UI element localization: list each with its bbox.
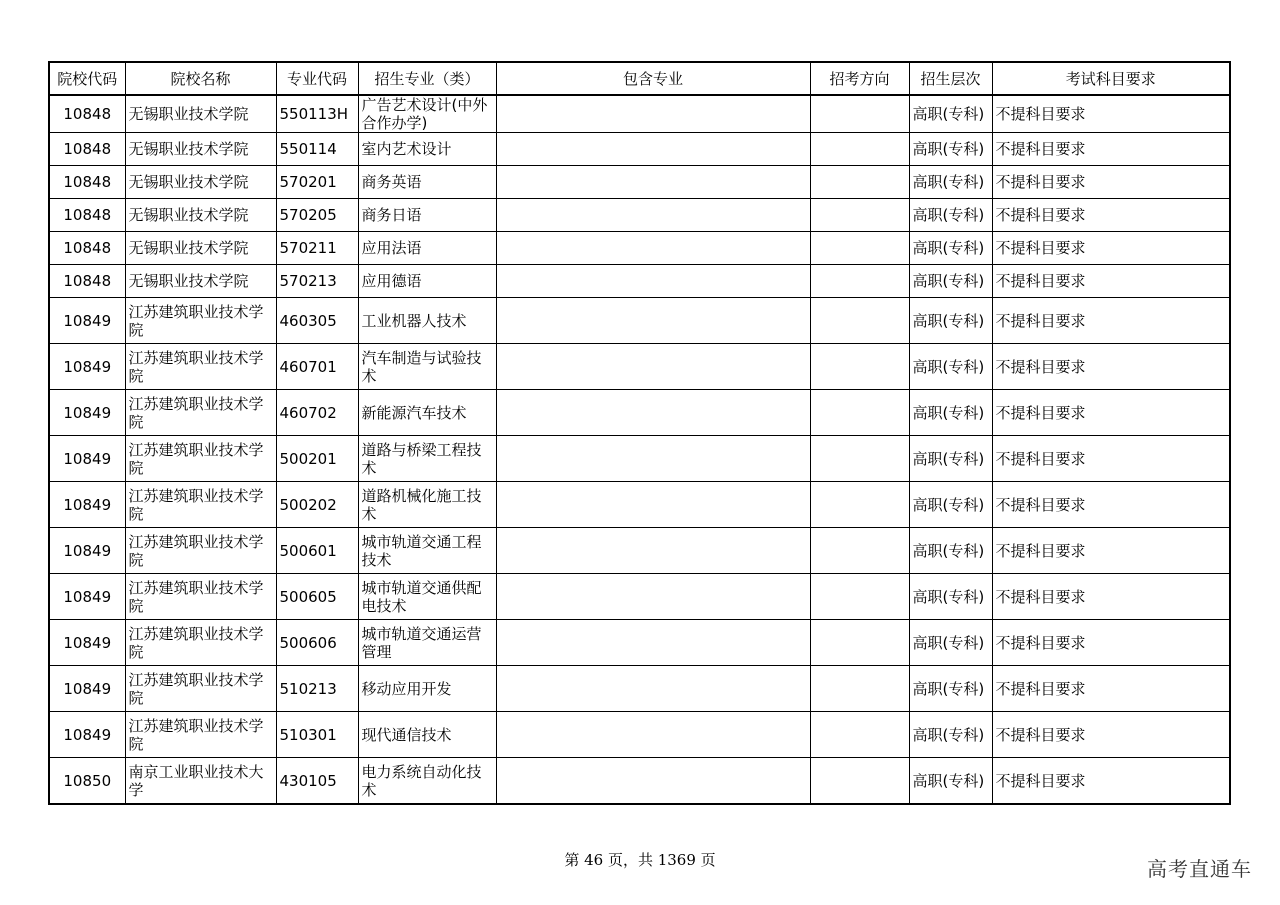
- header-major: 招生专业（类）: [358, 62, 496, 95]
- cell-includes: [496, 482, 810, 528]
- cell-requirement: 不提科目要求: [992, 95, 1230, 133]
- table-row: [49, 758, 1230, 805]
- cell-major: 城市轨道交通工程技术: [358, 528, 496, 574]
- cell-school-code: 10849: [49, 482, 125, 528]
- cell-school-name: 无锡职业技术学院: [125, 133, 276, 166]
- cell-requirement: 不提科目要求: [992, 436, 1230, 482]
- cell-school-code: 10849: [49, 666, 125, 712]
- cell-school-name: 无锡职业技术学院: [125, 199, 276, 232]
- header-school-name: 院校名称: [125, 62, 276, 95]
- table-row: [49, 390, 1230, 436]
- cell-school-name: 江苏建筑职业技术学院: [125, 298, 276, 344]
- cell-level: 高职(专科): [909, 133, 992, 166]
- cell-major-code: 500605: [276, 574, 358, 620]
- cell-school-name: 江苏建筑职业技术学院: [125, 528, 276, 574]
- cell-school-name: 江苏建筑职业技术学院: [125, 390, 276, 436]
- cell-school-code: 10849: [49, 436, 125, 482]
- cell-major-code: 460702: [276, 390, 358, 436]
- cell-major-code: 510301: [276, 712, 358, 758]
- table-row: [49, 298, 1230, 344]
- cell-requirement: 不提科目要求: [992, 232, 1230, 265]
- cell-school-name: 江苏建筑职业技术学院: [125, 712, 276, 758]
- cell-direction: [810, 482, 909, 528]
- cell-major: 现代通信技术: [358, 712, 496, 758]
- header-school-code: 院校代码: [49, 62, 125, 95]
- cell-includes: [496, 265, 810, 298]
- cell-requirement: 不提科目要求: [992, 265, 1230, 298]
- cell-major: 城市轨道交通运营管理: [358, 620, 496, 666]
- cell-school-code: 10848: [49, 133, 125, 166]
- cell-school-name: 无锡职业技术学院: [125, 95, 276, 133]
- cell-includes: [496, 758, 810, 805]
- cell-level: 高职(专科): [909, 344, 992, 390]
- cell-direction: [810, 712, 909, 758]
- cell-level: 高职(专科): [909, 712, 992, 758]
- cell-requirement: 不提科目要求: [992, 758, 1230, 805]
- cell-school-code: 10849: [49, 574, 125, 620]
- cell-includes: [496, 199, 810, 232]
- cell-direction: [810, 265, 909, 298]
- table-row: [49, 232, 1230, 265]
- cell-direction: [810, 758, 909, 805]
- cell-requirement: 不提科目要求: [992, 712, 1230, 758]
- cell-major: 应用法语: [358, 232, 496, 265]
- cell-direction: [810, 390, 909, 436]
- cell-school-name: 无锡职业技术学院: [125, 265, 276, 298]
- cell-direction: [810, 666, 909, 712]
- table-row: [49, 712, 1230, 758]
- cell-major: 新能源汽车技术: [358, 390, 496, 436]
- table-body: [49, 95, 1230, 804]
- cell-major-code: 570211: [276, 232, 358, 265]
- cell-school-code: 10848: [49, 95, 125, 133]
- cell-includes: [496, 712, 810, 758]
- cell-school-code: 10849: [49, 528, 125, 574]
- table-row: [49, 166, 1230, 199]
- cell-includes: [496, 436, 810, 482]
- cell-direction: [810, 199, 909, 232]
- cell-major: 应用德语: [358, 265, 496, 298]
- cell-level: 高职(专科): [909, 95, 992, 133]
- header-level: 招生层次: [909, 62, 992, 95]
- cell-major-code: 460701: [276, 344, 358, 390]
- cell-level: 高职(专科): [909, 436, 992, 482]
- table-row: [49, 436, 1230, 482]
- cell-requirement: 不提科目要求: [992, 528, 1230, 574]
- cell-major-code: 500202: [276, 482, 358, 528]
- cell-major: 广告艺术设计(中外合作办学): [358, 95, 496, 133]
- cell-level: 高职(专科): [909, 199, 992, 232]
- cell-major-code: 500601: [276, 528, 358, 574]
- cell-level: 高职(专科): [909, 232, 992, 265]
- page-footer: 第 46 页，共 1369 页: [564, 851, 716, 869]
- cell-requirement: 不提科目要求: [992, 574, 1230, 620]
- cell-includes: [496, 620, 810, 666]
- cell-includes: [496, 574, 810, 620]
- table-row: [49, 95, 1230, 133]
- cell-major: 汽车制造与试验技术: [358, 344, 496, 390]
- cell-direction: [810, 166, 909, 199]
- cell-level: 高职(专科): [909, 390, 992, 436]
- cell-school-name: 江苏建筑职业技术学院: [125, 436, 276, 482]
- cell-includes: [496, 298, 810, 344]
- cell-requirement: 不提科目要求: [992, 166, 1230, 199]
- cell-school-code: 10850: [49, 758, 125, 805]
- cell-school-code: 10849: [49, 390, 125, 436]
- cell-major: 道路与桥梁工程技术: [358, 436, 496, 482]
- cell-direction: [810, 344, 909, 390]
- cell-school-name: 南京工业职业技术大学: [125, 758, 276, 805]
- cell-level: 高职(专科): [909, 265, 992, 298]
- cell-includes: [496, 232, 810, 265]
- cell-school-code: 10848: [49, 199, 125, 232]
- cell-direction: [810, 298, 909, 344]
- cell-includes: [496, 166, 810, 199]
- cell-includes: [496, 528, 810, 574]
- cell-includes: [496, 390, 810, 436]
- cell-major-code: 460305: [276, 298, 358, 344]
- watermark-text: 高考直通车: [1147, 857, 1252, 881]
- cell-direction: [810, 574, 909, 620]
- cell-major: 商务英语: [358, 166, 496, 199]
- cell-includes: [496, 95, 810, 133]
- cell-level: 高职(专科): [909, 620, 992, 666]
- header-major-code: 专业代码: [276, 62, 358, 95]
- header-includes: 包含专业: [496, 62, 810, 95]
- admissions-table: [48, 61, 1231, 805]
- cell-major: 道路机械化施工技术: [358, 482, 496, 528]
- table-row: [49, 528, 1230, 574]
- cell-major-code: 550114: [276, 133, 358, 166]
- cell-level: 高职(专科): [909, 758, 992, 805]
- cell-requirement: 不提科目要求: [992, 133, 1230, 166]
- cell-requirement: 不提科目要求: [992, 390, 1230, 436]
- cell-school-name: 无锡职业技术学院: [125, 232, 276, 265]
- cell-school-code: 10849: [49, 298, 125, 344]
- header-row: [49, 62, 1230, 95]
- cell-level: 高职(专科): [909, 482, 992, 528]
- cell-school-code: 10849: [49, 344, 125, 390]
- cell-school-name: 江苏建筑职业技术学院: [125, 344, 276, 390]
- table-row: [49, 666, 1230, 712]
- header-requirement: 考试科目要求: [992, 62, 1230, 95]
- table-row: [49, 344, 1230, 390]
- cell-level: 高职(专科): [909, 574, 992, 620]
- table-row: [49, 620, 1230, 666]
- cell-direction: [810, 232, 909, 265]
- cell-includes: [496, 344, 810, 390]
- cell-major: 商务日语: [358, 199, 496, 232]
- cell-school-code: 10848: [49, 265, 125, 298]
- cell-direction: [810, 133, 909, 166]
- cell-level: 高职(专科): [909, 298, 992, 344]
- cell-school-name: 江苏建筑职业技术学院: [125, 620, 276, 666]
- table-row: [49, 265, 1230, 298]
- cell-major: 室内艺术设计: [358, 133, 496, 166]
- cell-direction: [810, 436, 909, 482]
- table-row: [49, 133, 1230, 166]
- cell-school-name: 江苏建筑职业技术学院: [125, 666, 276, 712]
- cell-requirement: 不提科目要求: [992, 199, 1230, 232]
- cell-major-code: 550113H: [276, 95, 358, 133]
- cell-includes: [496, 666, 810, 712]
- table-row: [49, 482, 1230, 528]
- cell-major: 城市轨道交通供配电技术: [358, 574, 496, 620]
- table-row: [49, 574, 1230, 620]
- cell-major-code: 500201: [276, 436, 358, 482]
- cell-major: 移动应用开发: [358, 666, 496, 712]
- cell-school-name: 无锡职业技术学院: [125, 166, 276, 199]
- cell-direction: [810, 620, 909, 666]
- cell-major: 工业机器人技术: [358, 298, 496, 344]
- cell-level: 高职(专科): [909, 528, 992, 574]
- header-direction: 招考方向: [810, 62, 909, 95]
- cell-school-code: 10848: [49, 166, 125, 199]
- cell-requirement: 不提科目要求: [992, 620, 1230, 666]
- cell-major-code: 570201: [276, 166, 358, 199]
- cell-school-code: 10849: [49, 712, 125, 758]
- cell-level: 高职(专科): [909, 666, 992, 712]
- cell-major-code: 570205: [276, 199, 358, 232]
- cell-school-code: 10849: [49, 620, 125, 666]
- cell-school-name: 江苏建筑职业技术学院: [125, 574, 276, 620]
- cell-major-code: 570213: [276, 265, 358, 298]
- cell-requirement: 不提科目要求: [992, 298, 1230, 344]
- cell-requirement: 不提科目要求: [992, 344, 1230, 390]
- cell-direction: [810, 528, 909, 574]
- cell-level: 高职(专科): [909, 166, 992, 199]
- cell-major-code: 500606: [276, 620, 358, 666]
- cell-major-code: 430105: [276, 758, 358, 805]
- table-row: [49, 199, 1230, 232]
- cell-school-name: 江苏建筑职业技术学院: [125, 482, 276, 528]
- cell-direction: [810, 95, 909, 133]
- cell-school-code: 10848: [49, 232, 125, 265]
- cell-major-code: 510213: [276, 666, 358, 712]
- cell-requirement: 不提科目要求: [992, 666, 1230, 712]
- cell-requirement: 不提科目要求: [992, 482, 1230, 528]
- cell-major: 电力系统自动化技术: [358, 758, 496, 805]
- cell-includes: [496, 133, 810, 166]
